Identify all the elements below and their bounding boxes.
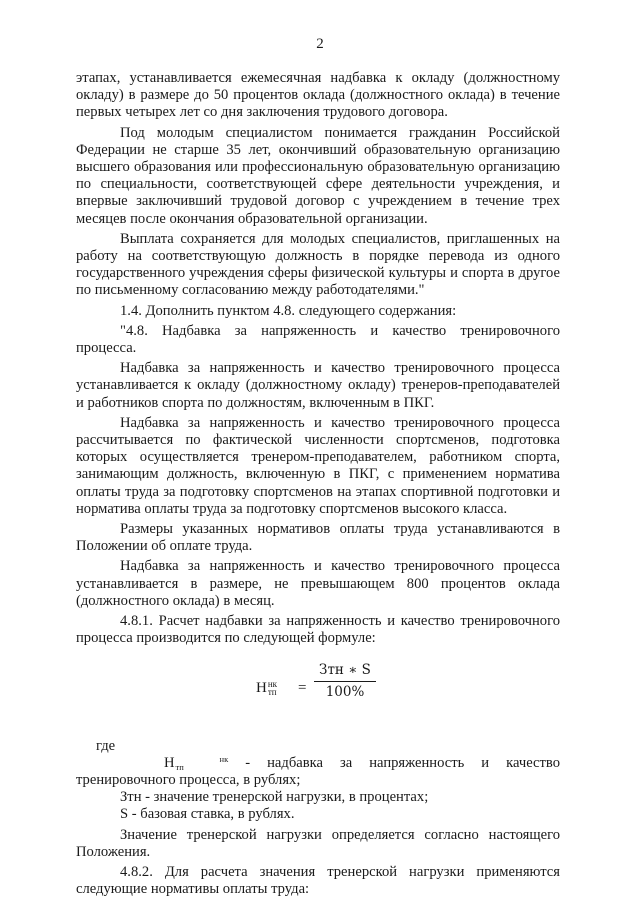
paragraph-4-8-title: "4.8. Надбавка за напряженность и качество тренировочного процесса. (76, 322, 560, 357)
paragraph-4-8-2: 4.8.2. Для расчета значения тренерской нагрузки применяются следующие нормативы оплаты труда: (76, 863, 560, 898)
formula-denominator: 100% (325, 683, 365, 700)
paragraph-4-8-1: 4.8.1. Расчет надбавки за напряженность и качество тренировочного процесса производится по следующей формуле: (76, 613, 560, 647)
paragraph-1-4: 1.4. Дополнить пунктом 4.8. следующего содержания: (120, 302, 457, 319)
page-number: 2 (316, 36, 324, 52)
paragraph-1: этапах, устанавливается ежемесячная надбавка к окладу (должностному окладу) в размере до 50 процентов оклада (должностного оклада) в течение первых четырех лет со дня заключения трудового договора. (76, 70, 560, 121)
formula-equals: = (298, 679, 307, 696)
definition-ztn: Зтн - значение тренерской нагрузки, в процентах; (120, 789, 429, 806)
paragraph-bonus-set: Надбавка за напряженность и качество тренировочного процесса устанавливается к окладу (должностному окладу) тренеров-преподавателей и работников спорта по должностям, включенным в ПКГ. (76, 360, 560, 411)
formula (76, 658, 560, 720)
paragraph-payment-retained: Выплата сохраняется для молодых специалистов, приглашенных на работу на соответствующую должность в порядке перевода из одного государственного учреждения сферы физической культуры и спорта в другое по письменному согласованию между работодателями." (76, 230, 560, 299)
formula-fraction (314, 662, 376, 701)
formula-symbol: Ннк тп (256, 679, 278, 698)
paragraph-bonus-limit: Надбавка за напряженность и качество тренировочного процесса устанавливается в размере, не превышающем 800 процентов оклада (должностного оклада) в месяц. (76, 558, 560, 609)
where-label: где (96, 737, 116, 754)
definition-bonus: Н нк тп - надбавка за напряженность и качество тренировочного процесса, в рублях; (76, 754, 560, 788)
formula-symbol-inline: Н нк тп (164, 754, 229, 773)
paragraph-load-value: Значение тренерской нагрузки определяется согласно настоящего Положения. (76, 826, 560, 860)
document-body (76, 70, 560, 898)
definition-s: S - базовая ставка, в рублях. (120, 806, 295, 823)
paragraph-bonus-calc: Надбавка за напряженность и качество тренировочного процесса рассчитывается по фактической численности спортсменов, подготовка которых осуществляется тренером-преподавателем, работником спорта, занимающим должность, включенную в ПКГ, с применением норматива оплаты труда за подготовку спортсменов на этапах спортивной подготовки и норматива оплаты труда за подготовку спортсменов высокого класса. (76, 414, 560, 517)
formula-numerator: Зтн ∗ S (314, 662, 376, 682)
paragraph-norm-sizes: Размеры указанных нормативов оплаты труда устанавливаются в Положении об оплате труда. (76, 521, 560, 555)
paragraph-young-specialist: Под молодым специалистом понимается гражданин Российской Федерации не старше 35 лет, окончивший образовательную организацию высшего образования или профессиональную образовательную организацию по специальности, соответствующей сфере деятельности учреждения, и впервые заключивший трудовой договор с учреждением в течение трех месяцев после окончания образовательной организации. (76, 124, 560, 227)
